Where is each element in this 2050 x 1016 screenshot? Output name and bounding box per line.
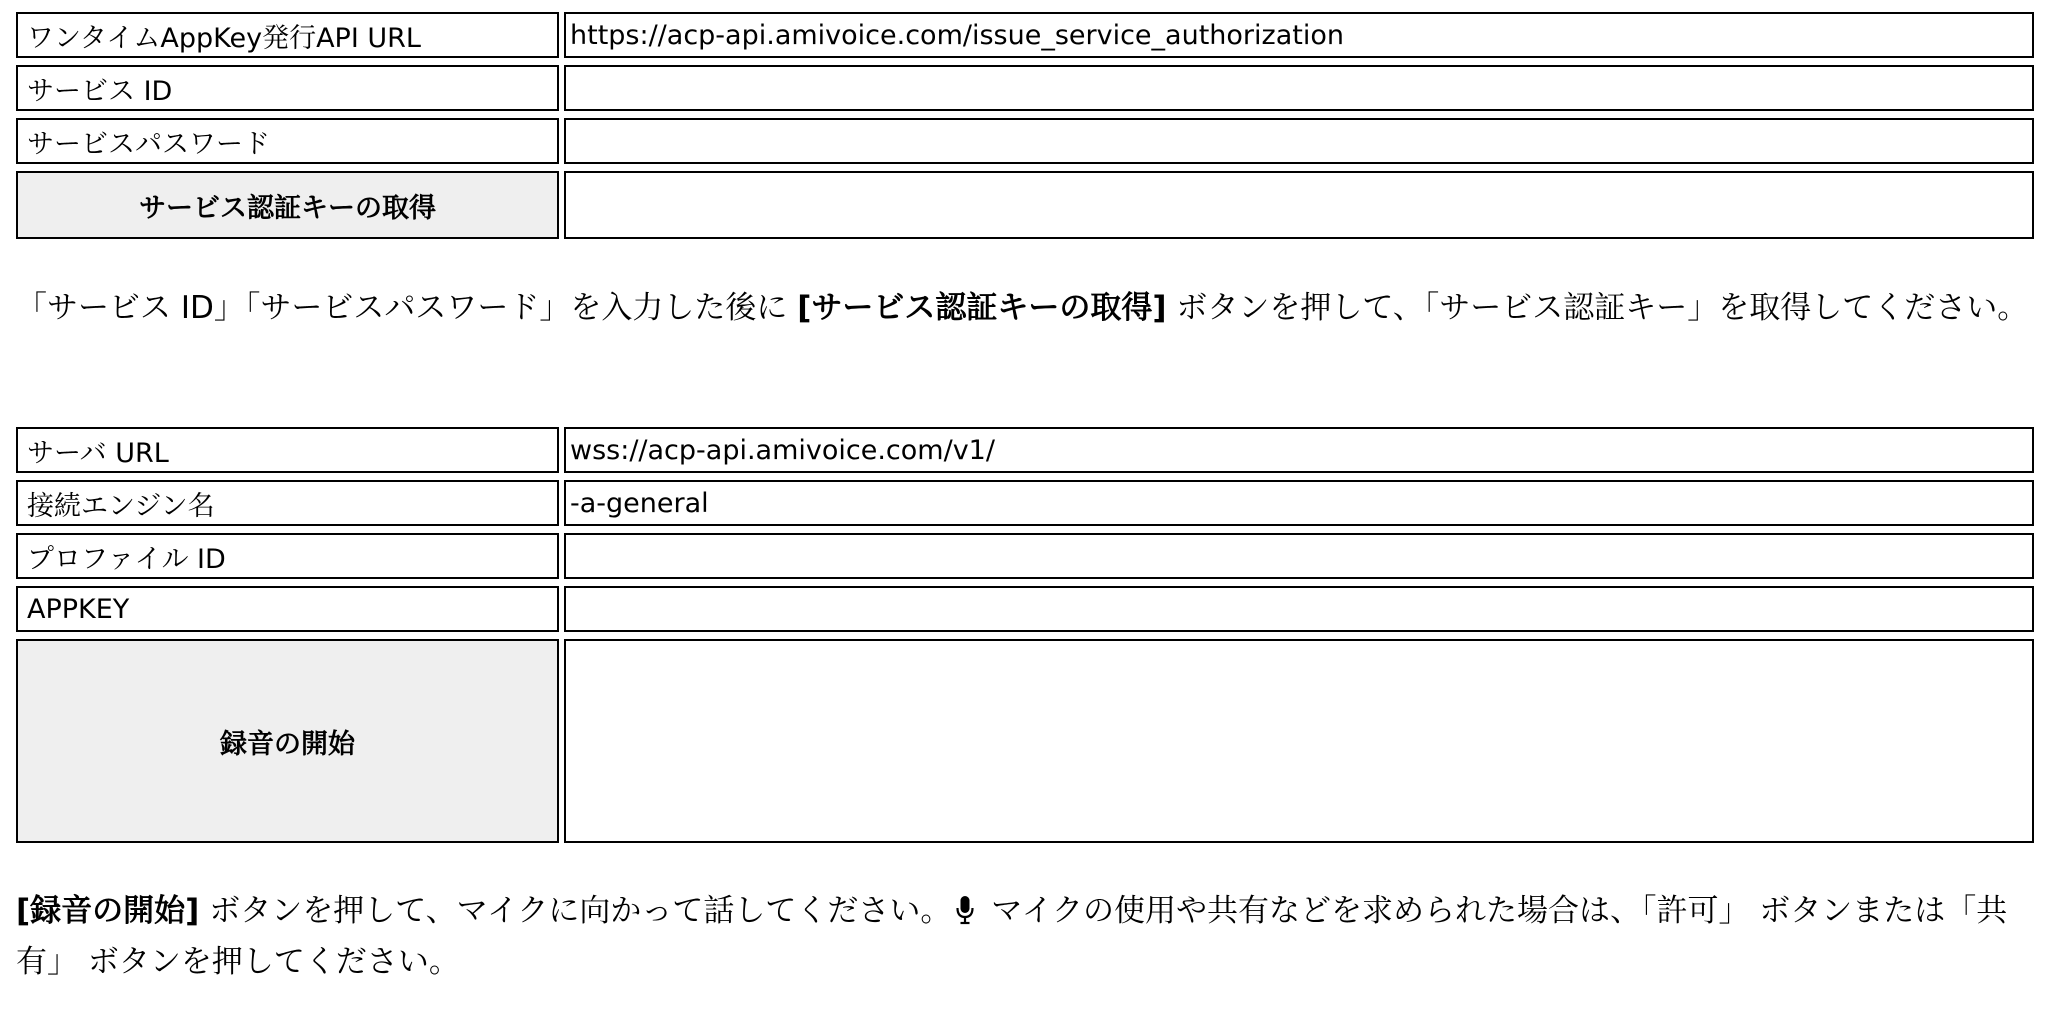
engine-name-input[interactable] xyxy=(564,480,2034,526)
api-url-input[interactable] xyxy=(564,12,2034,58)
profile-id-input[interactable] xyxy=(564,533,2034,579)
start-recording-button[interactable]: 録音の開始 xyxy=(16,639,559,843)
api-url-label: ワンタイムAppKey発行API URL xyxy=(16,12,559,58)
service-key-output[interactable] xyxy=(564,171,2034,239)
auth-instruction-button-ref: [サービス認証キーの取得] xyxy=(797,290,1167,326)
service-id-label: サービス ID xyxy=(16,65,559,111)
service-password-input[interactable] xyxy=(564,118,2034,164)
get-service-key-button[interactable]: サービス認証キーの取得 xyxy=(16,171,559,239)
engine-name-label: 接続エンジン名 xyxy=(16,480,559,526)
service-password-label: サービスパスワード xyxy=(16,118,559,164)
recognition-result-textarea[interactable] xyxy=(564,639,2034,843)
recording-instruction-text xyxy=(16,888,2031,986)
profile-id-label: プロファイル ID xyxy=(16,533,559,579)
connection-form xyxy=(16,427,2034,843)
auth-instruction-before: 「サービス ID」「サービスパスワード」を入力した後に xyxy=(16,290,798,326)
server-url-label: サーバ URL xyxy=(16,427,559,473)
auth-form xyxy=(16,12,2034,239)
recording-instruction-before: ボタンを押して、マイクに向かって話してください。 xyxy=(199,893,952,929)
recording-instruction-after: マイクの使用や共有などを求められた場合は、「許可」 ボタンまたは「共有」 ボタンを押してください。 xyxy=(16,893,2008,980)
appkey-label: APPKEY xyxy=(16,586,559,632)
server-url-input[interactable] xyxy=(564,427,2034,473)
microphone-icon xyxy=(955,892,975,939)
recording-instruction-button-ref: [録音の開始] xyxy=(16,893,200,929)
service-id-input[interactable] xyxy=(564,65,2034,111)
appkey-input[interactable] xyxy=(564,586,2034,632)
auth-instruction-text xyxy=(16,285,2031,332)
auth-instruction-after: ボタンを押して、「サービス認証キー」を取得してください。 xyxy=(1166,290,2029,326)
